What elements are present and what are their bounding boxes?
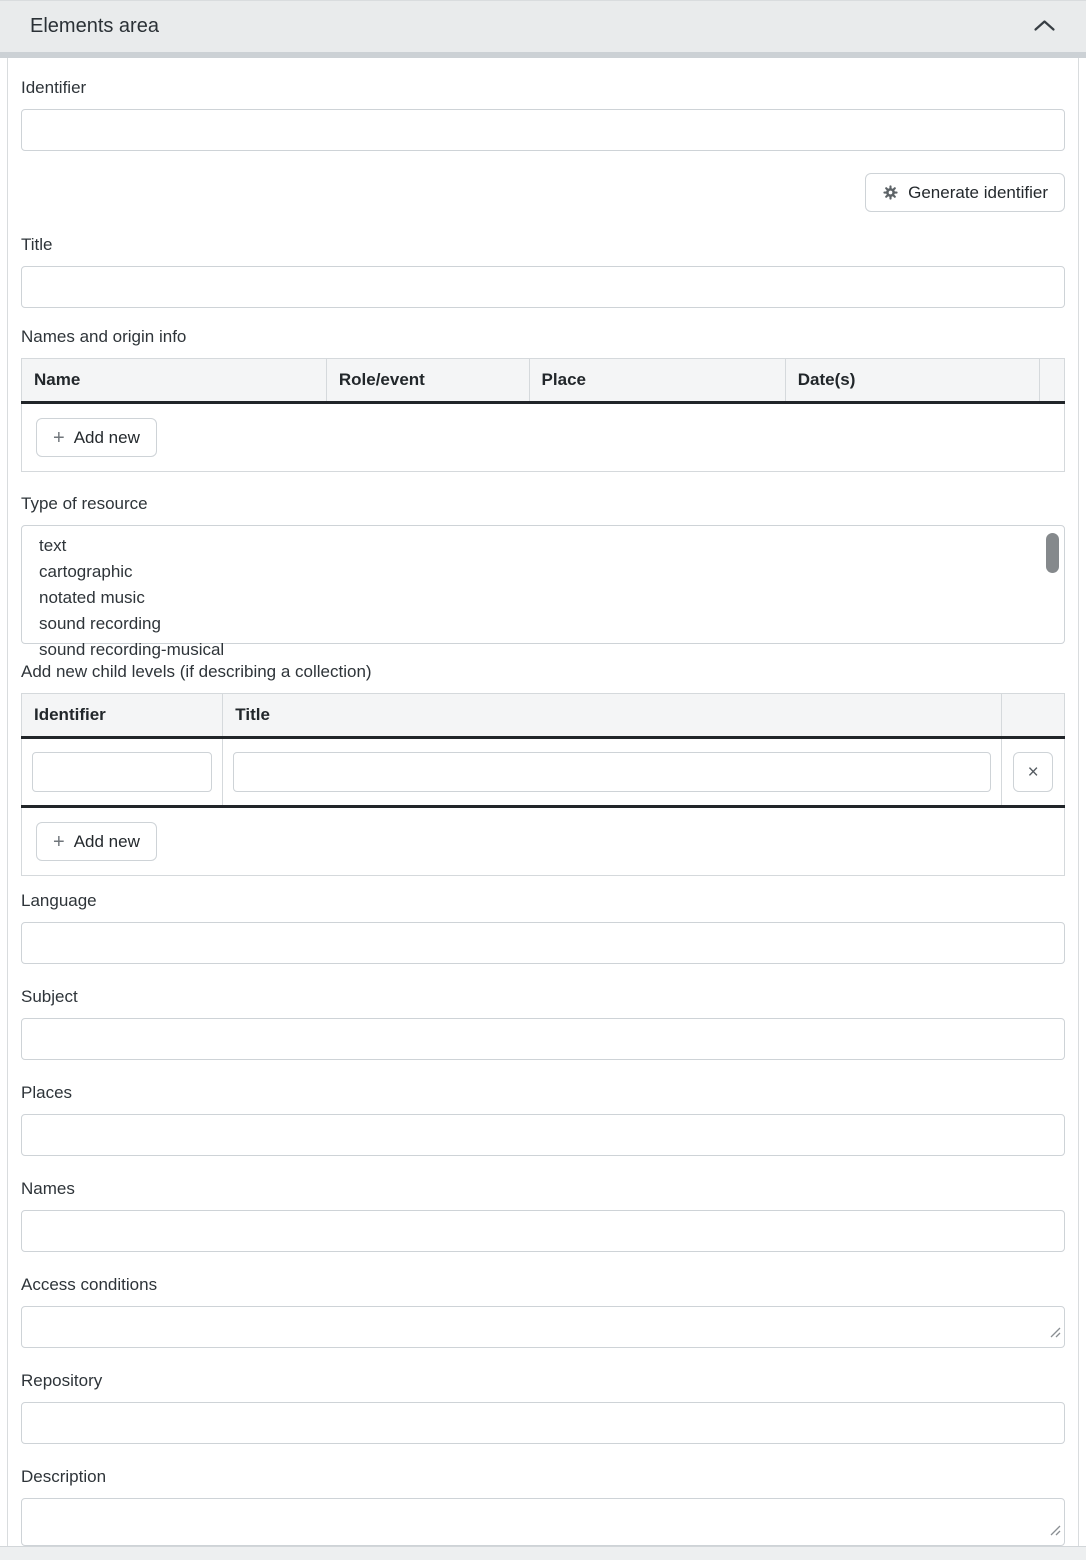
- col-name: Name: [22, 359, 327, 403]
- access-conditions-textarea[interactable]: [21, 1306, 1065, 1348]
- panel-body: [7, 58, 1079, 1546]
- names-origin-field: [21, 327, 1065, 472]
- language-field: [21, 891, 1065, 964]
- names-input[interactable]: [21, 1210, 1065, 1252]
- listbox-option-sound-recording-musical[interactable]: sound recording-musical: [39, 640, 225, 659]
- names-origin-label: Names and origin info: [21, 327, 187, 346]
- col-identifier: Identifier: [22, 694, 223, 738]
- child-levels-label: Add new child levels (if describing a collection): [21, 662, 372, 681]
- names-origin-table: [21, 358, 1065, 472]
- names-origin-header-row: [22, 359, 1065, 403]
- listbox-option-cartographic[interactable]: cartographic: [39, 562, 133, 581]
- listbox-option-text[interactable]: text: [39, 536, 67, 555]
- chevron-up-icon: [1033, 19, 1056, 35]
- listbox-option-sound-recording[interactable]: sound recording: [39, 614, 161, 633]
- names-origin-add-new-button[interactable]: [36, 418, 157, 457]
- subject-field: [21, 987, 1065, 1060]
- col-actions: [1039, 359, 1064, 403]
- plus-icon: +: [53, 830, 65, 853]
- subject-label: Subject: [21, 987, 78, 1006]
- remove-child-level-button[interactable]: [1013, 752, 1053, 792]
- panel-header: [0, 0, 1086, 58]
- col-role-event: Role/event: [326, 359, 529, 403]
- child-levels-footer-row: [22, 807, 1065, 876]
- description-label: Description: [21, 1467, 107, 1486]
- language-input[interactable]: [21, 922, 1065, 964]
- title-field: [21, 235, 1065, 308]
- child-levels-add-new-label: Add new: [73, 832, 140, 851]
- identifier-input[interactable]: [21, 109, 1065, 151]
- type-of-resource-field: [21, 494, 1065, 659]
- next-section-edge: [0, 1546, 1086, 1560]
- places-label: Places: [21, 1083, 73, 1102]
- col-title: Title: [223, 694, 1002, 738]
- x-icon: ×: [1027, 761, 1039, 783]
- title-input[interactable]: [21, 266, 1065, 308]
- names-label: Names: [21, 1179, 75, 1198]
- col-dates: Date(s): [785, 359, 1039, 403]
- description-textarea[interactable]: [21, 1498, 1065, 1546]
- language-label: Language: [21, 891, 97, 910]
- title-label: Title: [21, 235, 53, 254]
- collapse-button[interactable]: [1029, 15, 1060, 39]
- identifier-label: Identifier: [21, 78, 87, 97]
- child-levels-field: [21, 662, 1065, 876]
- type-of-resource-listbox[interactable]: [21, 525, 1065, 659]
- child-levels-table: [21, 693, 1065, 876]
- child-title-input[interactable]: [233, 752, 991, 792]
- places-field: [21, 1083, 1065, 1156]
- identifier-field: [21, 78, 1065, 151]
- listbox-option-notated-music[interactable]: notated music: [39, 588, 145, 607]
- child-levels-add-new-button[interactable]: [36, 822, 157, 861]
- child-levels-header-row: [22, 694, 1065, 738]
- gear-icon: [882, 184, 899, 201]
- access-conditions-field: [21, 1275, 1065, 1348]
- places-input[interactable]: [21, 1114, 1065, 1156]
- repository-label: Repository: [21, 1371, 103, 1390]
- plus-icon: +: [53, 426, 65, 449]
- description-field: [21, 1467, 1065, 1546]
- generate-identifier-label: Generate identifier: [908, 183, 1048, 202]
- generate-identifier-button[interactable]: [865, 173, 1065, 212]
- repository-field: [21, 1371, 1065, 1444]
- access-conditions-label: Access conditions: [21, 1275, 158, 1294]
- subject-input[interactable]: [21, 1018, 1065, 1060]
- child-level-row: [22, 738, 1065, 807]
- type-of-resource-label: Type of resource: [21, 494, 148, 513]
- repository-input[interactable]: [21, 1402, 1065, 1444]
- col-place: Place: [529, 359, 785, 403]
- names-field: [21, 1179, 1065, 1252]
- names-origin-footer-row: [22, 403, 1065, 472]
- generate-identifier-row: [21, 173, 1065, 212]
- panel-title: Elements area: [30, 15, 159, 37]
- listbox-scrollbar-thumb[interactable]: [1046, 533, 1059, 573]
- col-remove: [1002, 694, 1065, 738]
- names-origin-add-new-label: Add new: [73, 428, 140, 447]
- child-identifier-input[interactable]: [32, 752, 212, 792]
